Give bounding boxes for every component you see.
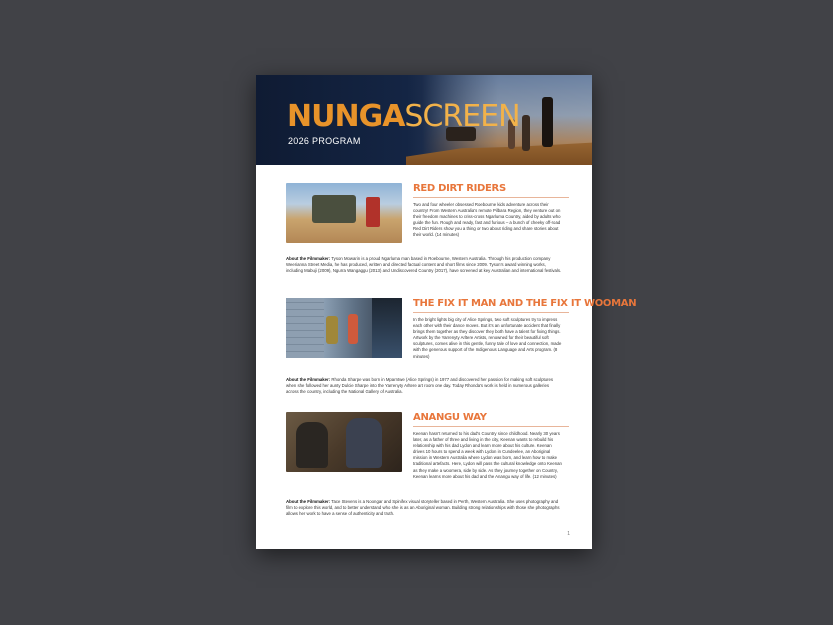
rider-shape — [366, 197, 380, 227]
title-rule — [413, 426, 569, 427]
person-shape — [346, 418, 382, 468]
bio-text: Tace Stevens is a Noongar and Spinifex visual storyteller based in Perth, Western Australia. She uses photography and film to explore this world, and to better understand who she is as an Aboriginal woman. Building strong relationships with those she photographs allows her work to have a sense of authenticity and truth. — [286, 499, 560, 517]
brick-wall — [286, 298, 324, 358]
film-title: THE FIX IT MAN AND THE FIX IT WOOMAN — [413, 298, 637, 309]
bio-text: Tyson Mowarin is a proud Ngarluma man based in Roebourne, Western Australia. Through his production company Weerianna Street Media, he has produced, written and directed factual content and short films since 2009. Tyson's award winning works, including Mabuji (2009), Ngurra Wangaggu (2013) and Undiscovered Country (2017), have screened at key Australian and international festivals. — [286, 256, 562, 274]
night-panel — [372, 298, 402, 358]
program-subtitle: 2026 PROGRAM — [288, 136, 361, 146]
bio-label: About the Filmmaker: — [286, 377, 331, 382]
program-title — [287, 101, 520, 133]
film-photo-anangu-way — [286, 412, 402, 472]
film-synopsis: Two and four wheeler obsessed Roebourne kids adventure across their country! From Western Australia's remote Pilbara Region, they venture out on their freedom machines to criss-cross Ngarluma Country, aided by adults who guide the fun. Rough and ready, fast and furious – a bunch of cheeky off-road Red Dirt Riders show you a thing or two about riding and share stories about their world. (14 minutes) — [413, 202, 561, 238]
title-screen: SCREEN — [404, 99, 520, 134]
banner-figure — [542, 97, 553, 147]
film-photo-fix-it-man — [286, 298, 402, 358]
person-shape — [296, 422, 328, 468]
bio-text: Rhonda Sharpe was born in Mparntwe (Alice Springs) in 1977 and discovered her passion for making soft sculptures when she followed her aunty Dulcie Sharpe into the Yarrenyty Arltere art room one day. Today Rhonda's work is held in numerous galleries across the country, including the National Gallery of Australia. — [286, 377, 554, 395]
sculpture-shape — [326, 316, 338, 344]
title-rule — [413, 197, 569, 198]
filmmaker-bio — [286, 256, 562, 274]
bio-label: About the Filmmaker: — [286, 499, 331, 504]
banner — [256, 75, 592, 165]
film-synopsis: In the bright lights big city of Alice Springs, two soft sculptures try to impress each other with their dance moves. But it's an unfortunate accident that finally brings them together as they discover they both have a talent for fixing things. Artwork by the Yarrenyty Arltere Artists, renowned for their beautiful soft sculptures, comes alive in this gentle, funny tale of love and connection, made with the generous support of the Indigenous Language and Arts program. (8 minutes) — [413, 317, 562, 359]
buggy-shape — [312, 195, 356, 223]
sculpture-shape — [348, 314, 358, 344]
program-page — [256, 75, 637, 549]
film-synopsis: Keenan hasn't returned to his dad's Country since childhood. Nearly 30 years later, as a father of three and living in the city, Keenan wants to rebuild his relationship with his dad Lydon and learn more about his culture. Keenan drives 10 hours to spend a week with Lydon in Cundeelee, an Aboriginal mission in Western Australia where Lydon was born, and learn how to make traditional artefacts. Here, Lydon will pass the cultural knowledge onto Keenan as they make a woomera, side by side. As they journey together on Country, Keenan learns more about his dad and the Anangu way of life. (12 minutes) — [413, 431, 562, 479]
filmmaker-bio — [286, 499, 562, 517]
film-title: RED DIRT RIDERS — [413, 183, 506, 194]
title-nunga: NUNGA — [287, 99, 405, 134]
bio-label: About the Filmmaker: — [286, 256, 331, 261]
title-rule — [413, 312, 569, 313]
banner-figure — [522, 115, 530, 151]
filmmaker-bio — [286, 377, 562, 395]
page-number: 1 — [567, 531, 570, 537]
film-title: ANANGU WAY — [413, 412, 487, 423]
film-photo-red-dirt-riders — [286, 183, 402, 243]
